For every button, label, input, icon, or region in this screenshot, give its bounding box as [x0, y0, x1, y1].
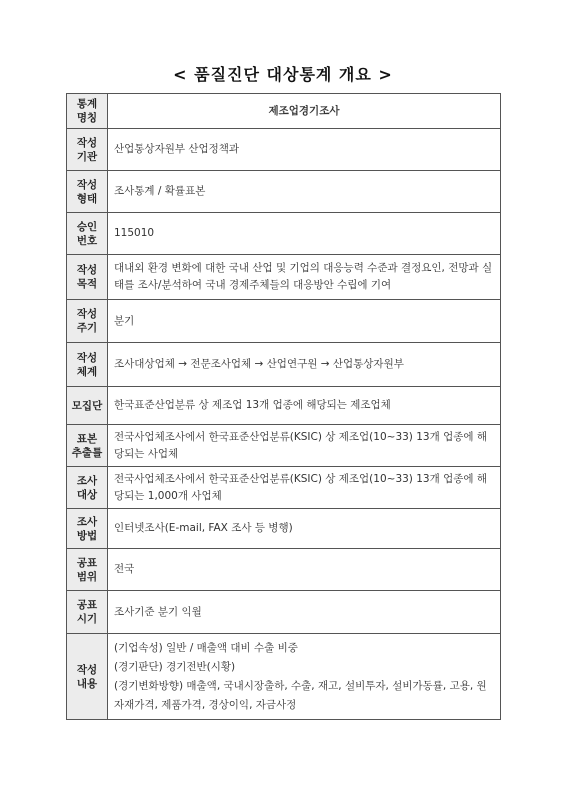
row-label-line: 승인 [76, 220, 98, 233]
overview-table [66, 93, 501, 720]
row-value [108, 255, 501, 300]
row-label-line: 주기 [76, 322, 98, 334]
row-label [67, 300, 108, 343]
table-row [67, 300, 501, 343]
row-label [67, 634, 108, 720]
row-label-line: 표본 [76, 432, 98, 445]
row-label-line: 대상 [76, 488, 98, 501]
row-label [67, 171, 108, 213]
row-value-line: 조사대상업체 → 전문조사업체 → 산업연구원 → 산업통상자원부 [114, 358, 404, 370]
row-label-line: 작성 [76, 351, 98, 364]
table-row [67, 634, 501, 720]
table-row [67, 343, 501, 387]
row-label [67, 343, 108, 387]
table-row [67, 387, 501, 425]
row-label [67, 213, 108, 255]
table-row [67, 171, 501, 213]
row-label-line: 작성 [76, 663, 98, 676]
row-label-line: 방법 [76, 529, 98, 542]
table-row [67, 129, 501, 171]
row-label-line: 목적 [76, 278, 98, 290]
row-value [108, 129, 501, 171]
row-label-line: 조사 [76, 474, 98, 487]
row-value-line: (경기판단) 경기전반(시황) [114, 660, 236, 673]
row-label-line: 작성 [76, 136, 98, 149]
table-row [67, 509, 501, 549]
row-label-line: 기관 [76, 150, 98, 163]
row-label [67, 94, 108, 129]
row-label-line: 공표 [76, 556, 98, 569]
table-row [67, 425, 501, 467]
row-label-line: 공표 [76, 599, 98, 611]
row-label-line: 통계 [76, 98, 98, 110]
row-label-line: 시기 [76, 613, 98, 625]
row-label-line: 작성 [76, 308, 98, 320]
table-row [67, 549, 501, 591]
table-row [67, 467, 501, 509]
row-value [108, 300, 501, 343]
row-value-line: 조사통계 / 확률표본 [114, 185, 206, 197]
row-value-line: 한국표준산업분류 상 제조업 13개 업종에 해당되는 제조업체 [114, 399, 391, 411]
row-label [67, 129, 108, 171]
table-row [67, 94, 501, 129]
row-label [67, 591, 108, 634]
row-label-line: 범위 [76, 570, 98, 583]
row-label-line: 내용 [76, 677, 98, 690]
row-label-line: 추출틀 [71, 446, 103, 459]
row-value-line: 제조업경기조사 [268, 104, 340, 117]
row-value-line: 전국사업체조사에서 한국표준산업분류(KSIC) 상 제조업(10~33) 13개 업종에 해당되는 사업체 [114, 430, 487, 460]
row-value-line: 115010 [114, 227, 155, 239]
row-value-line: 전국사업체조사에서 한국표준산업분류(KSIC) 상 제조업(10~33) 13개 업종에 해당되는 1,000개 사업체 [114, 472, 487, 502]
table-row [67, 591, 501, 634]
row-value [108, 343, 501, 387]
row-label-line: 작성 [76, 178, 98, 191]
row-value [108, 467, 501, 509]
row-label-line: 조사 [76, 515, 98, 528]
document-title: < 품질진단 대상통계 개요 > [173, 65, 393, 84]
row-label-line: 작성 [76, 264, 98, 276]
row-label [67, 549, 108, 591]
row-label [67, 425, 108, 467]
row-value [108, 509, 501, 549]
row-label-line: 번호 [76, 234, 98, 247]
row-value [108, 387, 501, 425]
row-value [108, 549, 501, 591]
row-value-line: (기업속성) 일반 / 매출액 대비 수출 비중 [114, 641, 298, 654]
row-value [108, 591, 501, 634]
row-label [67, 467, 108, 509]
row-value [108, 94, 501, 129]
row-value-line: 대내외 환경 변화에 대한 국내 산업 및 기업의 대응능력 수준과 결정요인, 전망과 실태를 조사/분석하여 국내 경제주체들의 대응방안 수립에 기여 [114, 262, 493, 291]
row-label [67, 387, 108, 425]
row-label-line: 형태 [76, 192, 98, 205]
row-value [108, 425, 501, 467]
row-value-line: 전국 [114, 563, 135, 575]
row-label-line: 체계 [76, 365, 98, 378]
table-row [67, 255, 501, 300]
row-label [67, 509, 108, 549]
row-label-line: 모집단 [71, 399, 103, 412]
row-value-line: 인터넷조사(E-mail, FAX 조사 등 병행) [114, 522, 293, 534]
row-label [67, 255, 108, 300]
row-value-line: 분기 [114, 314, 135, 327]
row-value [108, 171, 501, 213]
row-label-line: 명칭 [76, 112, 98, 124]
row-value-line: (경기변화방향) 매출액, 국내시장출하, 수출, 재고, 설비투자, 설비가동률, 고용, 원자재가격, 제품가격, 경상이익, 자금사정 [114, 679, 487, 711]
row-value-line: 산업통상자원부 산업정책과 [114, 143, 240, 155]
table-row [67, 213, 501, 255]
row-value-line: 조사기준 분기 익월 [114, 605, 202, 618]
row-value [108, 634, 501, 720]
row-value [108, 213, 501, 255]
